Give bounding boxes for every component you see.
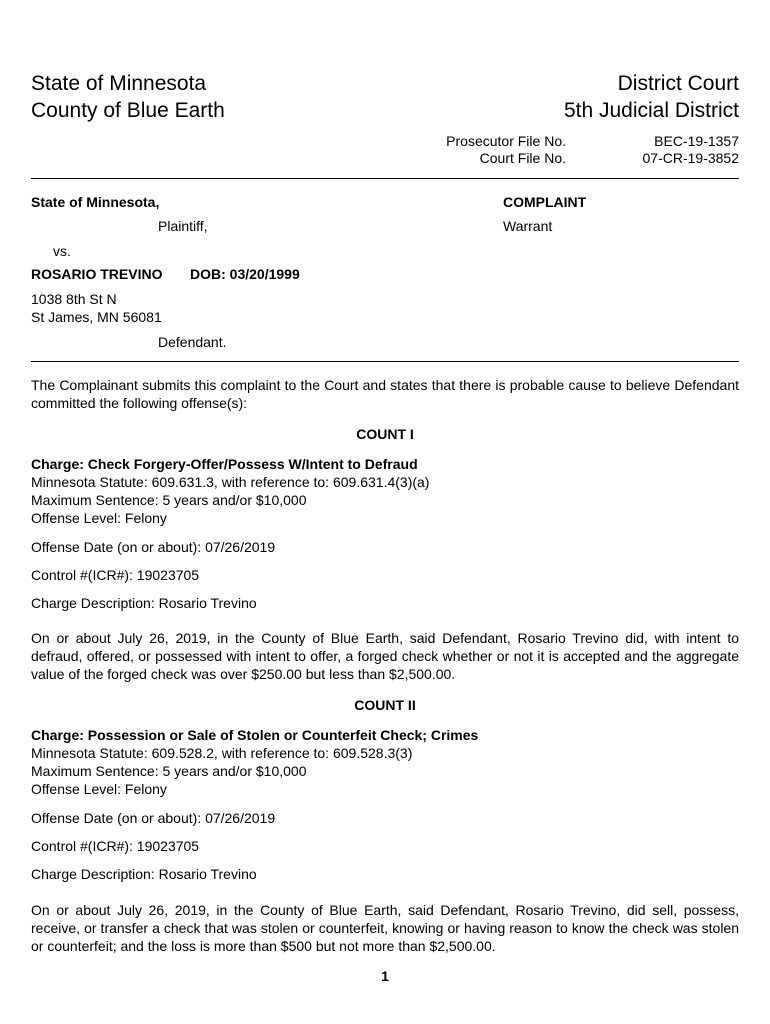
plaintiff-name: State of Minnesota, [31,194,160,210]
charge-description: Charge Description: Rosario Trevino [31,866,257,882]
court-file-number: 07-CR-19-3852 [642,150,739,166]
court-file-label: Court File No. [479,150,566,166]
statute: Minnesota Statute: 609.631.3, with reference to: 609.631.4(3)(a) [31,474,430,490]
document-type: COMPLAINT [503,194,587,210]
statute: Minnesota Statute: 609.528.2, with reference to: 609.528.3(3) [31,745,413,761]
defendant-address-line1: 1038 8th St N [31,291,117,307]
control-number: Control #(ICR#): 19023705 [31,567,200,583]
charge-description: Charge Description: Rosario Trevino [31,595,257,611]
max-sentence: Maximum Sentence: 5 years and/or $10,000 [31,763,307,779]
charge-narrative: On or about July 26, 2019, in the County of Blue Earth, said Defendant, Rosario Trevino did, with intent to defraud, offered, or possessed with intent to offer, a forged check whether or not it is accepted and the aggregate value of the forged check was over $250.00 but less than $2,500.00. [31,630,739,682]
max-sentence: Maximum Sentence: 5 years and/or $10,000 [31,492,307,508]
defendant-role: Defendant. [158,334,227,350]
defendant-address-line2: St James, MN 56081 [31,309,162,325]
count-heading: COUNT II [354,697,416,713]
judicial-district: 5th Judicial District [563,99,739,122]
jurisdiction-county: County of Blue Earth [31,99,225,122]
offense-level: Offense Level: Felony [31,510,167,526]
document-subtype: Warrant [503,218,553,234]
intro-paragraph: The Complainant submits this complaint to the Court and states that there is probable cause to believe Defendant committed the following offense(s): [31,377,739,411]
jurisdiction-state: State of Minnesota [31,72,207,95]
plaintiff-role: Plaintiff, [158,218,208,234]
charge-title: Charge: Possession or Sale of Stolen or Counterfeit Check; Crimes [31,727,479,743]
offense-date: Offense Date (on or about): 07/26/2019 [31,810,276,826]
prosecutor-file-label: Prosecutor File No. [446,133,566,149]
defendant-name: ROSARIO TREVINO [31,266,163,282]
prosecutor-file-number: BEC-19-1357 [654,133,739,149]
offense-date: Offense Date (on or about): 07/26/2019 [31,539,276,555]
offense-level: Offense Level: Felony [31,781,167,797]
charge-title: Charge: Check Forgery-Offer/Possess W/Intent to Defraud [31,456,418,472]
page-number: 1 [381,968,389,984]
control-number: Control #(ICR#): 19023705 [31,838,200,854]
caption-divider [31,361,739,362]
count-heading: COUNT I [356,426,414,442]
charge-narrative: On or about July 26, 2019, in the County of Blue Earth, said Defendant, Rosario Trevino, did sell, possess, receive, or transfer a check that was stolen or counterfeit, knowing or having reason to know the check was stolen or counterfeit; and the loss is more than $500 but not more than $2,500.00. [31,902,739,954]
header-divider [31,178,739,179]
court-name: District Court [617,72,739,95]
versus-label: vs. [53,243,71,259]
defendant-dob: DOB: 03/20/1999 [190,266,300,282]
